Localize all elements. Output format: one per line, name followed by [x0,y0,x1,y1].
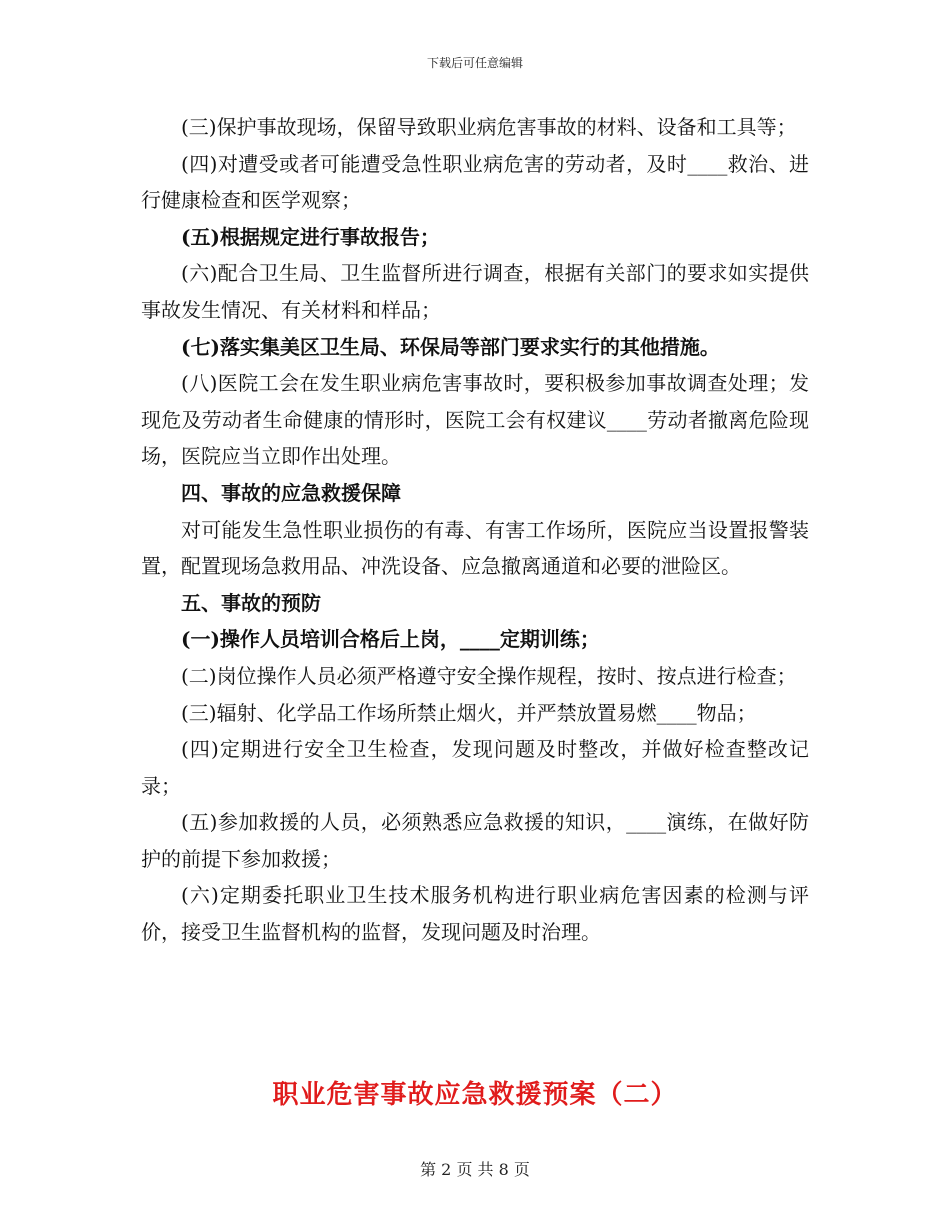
prevention-item-1: (一)操作人员培训合格后上岗，____定期训练； [181,627,600,652]
paragraph-safeguard: 对可能发生急性职业损伤的有毒、有害工作场所，医院应当设置报警装置，配置现场急救用品、冲洗设备、应急撤离通道和必要的泄险区。 [141,517,809,579]
prevention-item-3: (三)辐射、化学品工作场所禁止烟火，并严禁放置易燃____物品； [181,700,757,725]
paragraph-3: (三)保护事故现场，保留导致职业病危害事故的材料、设备和工具等； [181,115,797,139]
paragraph-8: (八)医院工会在发生职业病危害事故时，要积极参加事故调查处理；发现危及劳动者生命健康的情形时，医院工会有权建议____劳动者撤离危险现场，医院应当立即作出处理。 [141,371,809,469]
prevention-item-4: (四)定期进行安全卫生检查，发现问题及时整改，并做好检查整改记录； [141,737,809,798]
paragraph-7: (七)落实集美区卫生局、环保局等部门要求实行的其他措施。 [181,334,720,359]
prevention-item-6: (六)定期委托职业卫生技术服务机构进行职业病危害因素的检测与评价，接受卫生监督机构的监督，发现问题及时治理。 [141,883,809,945]
page-footer: 第 2 页 共 8 页 [420,1160,530,1179]
prevention-item-2: (二)岗位操作人员必须严格遵守安全操作规程，按时、按点进行检查； [181,663,797,688]
paragraph-6: (六)配合卫生局、卫生监督所进行调查，根据有关部门的要求如实提供事故发生情况、有关材料和样品； [141,261,809,322]
paragraph-4: (四)对遭受或者可能遭受急性职业病危害的劳动者，及时____救治、进行健康检查和医学观察； [141,151,809,213]
paragraph-5: (五)根据规定进行事故报告； [181,224,440,249]
section-heading-5: 五、事故的预防 [181,590,321,615]
prevention-item-5: (五)参加救援的人员，必须熟悉应急救援的知识，____演练，在做好防护的前提下参加救援； [141,810,809,871]
section-title: 职业危害事故应急救援预案（二） [272,1080,678,1110]
page-header: 下载后可任意编辑 [426,56,523,70]
document-body [141,109,809,951]
section-heading-4: 四、事故的应急救援保障 [181,480,401,505]
